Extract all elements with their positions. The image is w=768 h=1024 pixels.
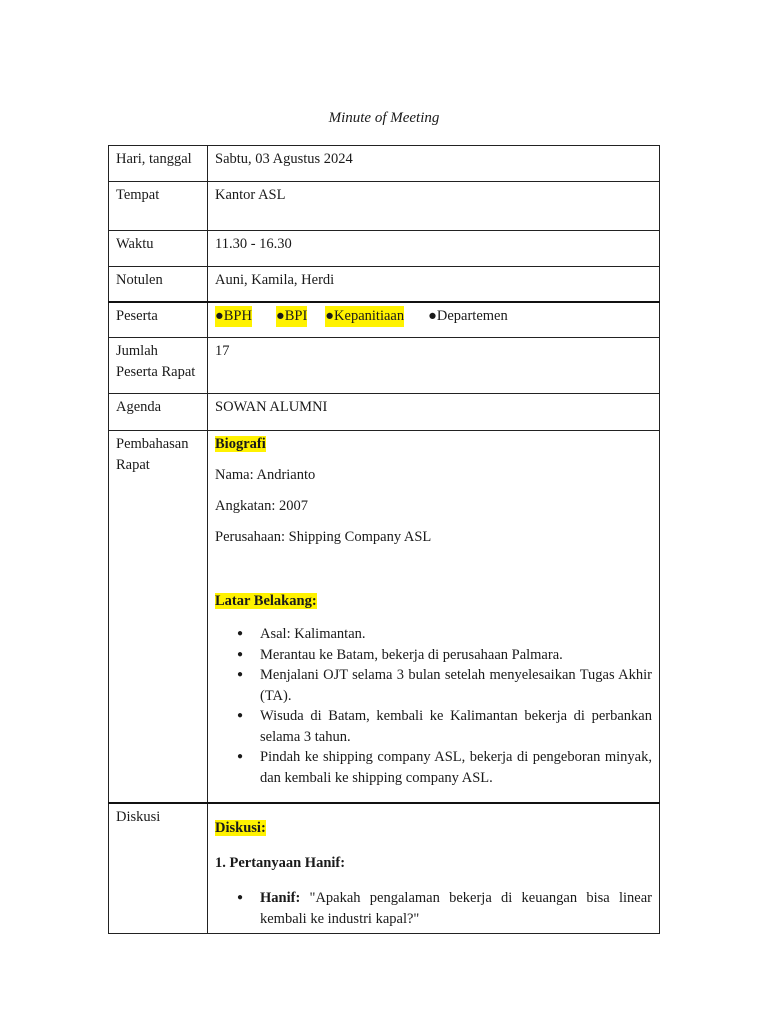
peserta-item-kepanitiaan: ●Kepanitiaan <box>325 306 404 327</box>
minutes-table <box>108 145 660 934</box>
biografi-angkatan: Angkatan: 2007 <box>215 498 309 514</box>
row-notulen <box>109 267 660 303</box>
label-hari-tanggal: Hari, tanggal <box>109 146 208 182</box>
row-hari-tanggal <box>109 146 660 182</box>
peserta-item-bpi: ●BPI <box>276 306 307 327</box>
label-waktu: Waktu <box>109 231 208 267</box>
label-jumlah-line2: Peserta Rapat <box>116 364 196 380</box>
row-peserta <box>109 302 660 338</box>
value-tempat: Kantor ASL <box>208 182 660 231</box>
question-1-title: 1. Pertanyaan Hanif: <box>215 855 346 871</box>
label-jumlah-line1: Jumlah <box>116 343 158 359</box>
question-1-speaker: Hanif: <box>260 890 301 906</box>
document-title: Minute of Meeting <box>328 110 440 126</box>
row-diskusi <box>109 803 660 934</box>
value-peserta <box>208 302 660 338</box>
list-item: ● Pindah ke shipping company ASL, bekerja di pengeboran minyak, dan kembali ke shipping company ASL. <box>215 747 652 788</box>
label-jumlah-peserta <box>109 338 208 394</box>
value-agenda: SOWAN ALUMNI <box>208 394 660 431</box>
list-item <box>215 888 652 929</box>
list-item: ● Merantau ke Batam, bekerja di perusahaan Palmara. <box>215 645 652 666</box>
label-agenda: Agenda <box>109 394 208 431</box>
row-waktu <box>109 231 660 267</box>
row-pembahasan-rapat <box>109 431 660 804</box>
biografi-heading: Biografi <box>215 436 266 452</box>
label-diskusi: Diskusi <box>109 803 208 934</box>
diskusi-heading: Diskusi: <box>215 820 266 836</box>
label-peserta: Peserta <box>109 302 208 338</box>
list-item: ● Asal: Kalimantan. <box>215 624 652 645</box>
question-1-list <box>215 888 652 929</box>
latar-belakang-list <box>215 624 652 788</box>
row-agenda <box>109 394 660 431</box>
value-waktu: 11.30 - 16.30 <box>208 231 660 267</box>
label-pembahasan-line2: Rapat <box>116 457 150 473</box>
value-pembahasan-rapat <box>208 431 660 804</box>
value-diskusi <box>208 803 660 934</box>
label-notulen: Notulen <box>109 267 208 303</box>
value-notulen: Auni, Kamila, Herdi <box>208 267 660 303</box>
question-1-text: "Apakah pengalaman bekerja di keuangan bisa linear kembali ke industri kapal?" <box>260 890 652 927</box>
label-pembahasan-rapat <box>109 431 208 804</box>
latar-belakang-heading: Latar Belakang: <box>215 593 317 609</box>
label-pembahasan-line1: Pembahasan <box>116 436 189 452</box>
row-jumlah-peserta <box>109 338 660 394</box>
peserta-item-departemen: ●Departemen <box>428 308 508 324</box>
label-tempat: Tempat <box>109 182 208 231</box>
row-tempat <box>109 182 660 231</box>
list-item: ● Menjalani OJT selama 3 bulan setelah menyelesaikan Tugas Akhir (TA). <box>215 665 652 706</box>
value-jumlah-peserta: 17 <box>208 338 660 394</box>
peserta-item-bph: ●BPH <box>215 306 252 327</box>
biografi-nama: Nama: Andrianto <box>215 467 316 483</box>
biografi-perusahaan: Perusahaan: Shipping Company ASL <box>215 529 432 545</box>
value-hari-tanggal: Sabtu, 03 Agustus 2024 <box>208 146 660 182</box>
list-item: ● Wisuda di Batam, kembali ke Kalimantan bekerja di perbankan selama 3 tahun. <box>215 706 652 747</box>
